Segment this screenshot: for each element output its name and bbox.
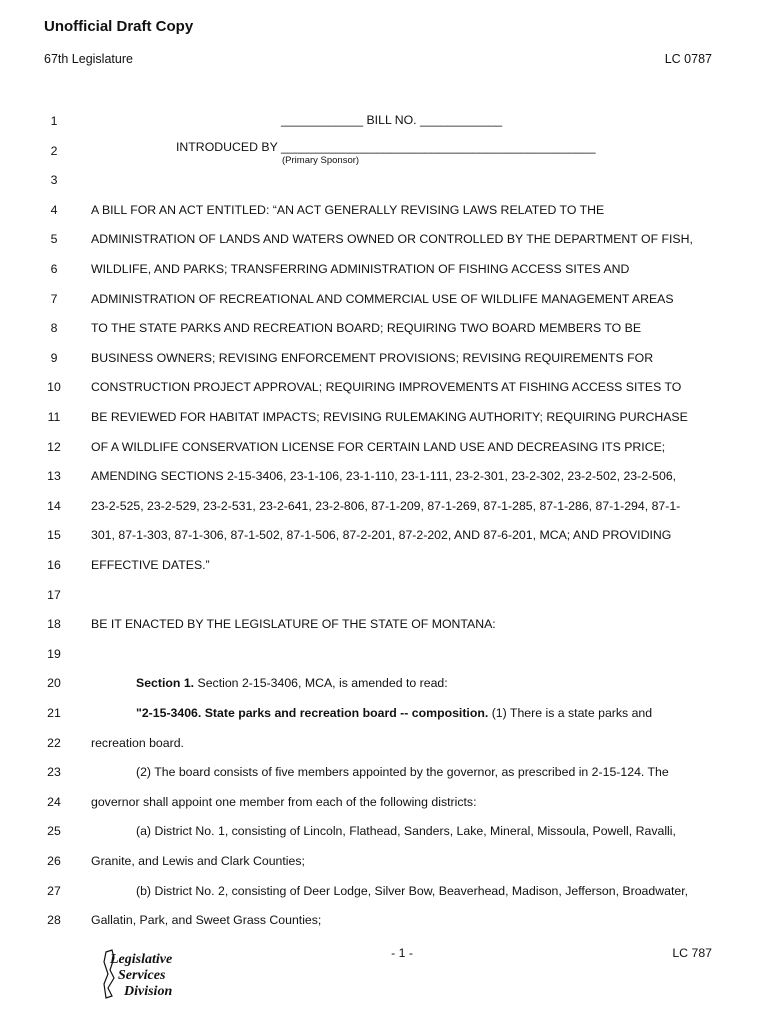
- line-body-text: CONSTRUCTION PROJECT APPROVAL; REQUIRING IMPROVEMENTS AT FISHING ACCESS SITES TO: [91, 380, 682, 395]
- line-text: [91, 200, 604, 220]
- line-number: 11: [47, 410, 61, 424]
- lc-number-header: LC 0787: [664, 52, 712, 66]
- line-body-text: (a) District No. 1, consisting of Lincoln, Flathead, Sanders, Lake, Mineral, Missoula, Powell, Ravalli,: [136, 824, 676, 839]
- line-number: 2: [50, 143, 58, 158]
- line-number: 24: [47, 794, 61, 809]
- bill-line: [0, 821, 770, 841]
- line-body-text: A BILL FOR AN ACT ENTITLED: “AN ACT GENERALLY REVISING LAWS RELATED TO THE: [91, 202, 605, 217]
- line-bold-text: "2-15-3406. State parks and recreation board -- composition.: [136, 706, 489, 720]
- line-body-text: BUSINESS OWNERS; REVISING ENFORCEMENT PROVISIONS; REVISING REQUIREMENTS FOR: [91, 350, 654, 365]
- line-number: 27: [47, 883, 61, 898]
- line-body-text: WILDLIFE, AND PARKS; TRANSFERRING ADMINISTRATION OF FISHING ACCESS SITES AND: [91, 262, 630, 276]
- line-body-text: EFFECTIVE DATES.”: [91, 558, 210, 572]
- line-number: 21: [47, 706, 61, 720]
- bill-line: [0, 407, 770, 427]
- line-number: 17: [47, 587, 61, 602]
- bill-line: [0, 170, 770, 190]
- bill-line: [0, 881, 770, 901]
- line-text: [136, 821, 676, 841]
- line-number: 19: [47, 646, 61, 661]
- bill-line: [0, 141, 770, 161]
- line-body-text: BE IT ENACTED BY THE LEGISLATURE OF THE STATE OF MONTANA:: [91, 617, 496, 632]
- line-body-text: AMENDING SECTIONS 2-15-3406, 23-1-106, 23-1-110, 23-1-111, 23-2-301, 23-2-302, 23-2-502, 23-2-506,: [91, 469, 677, 484]
- bill-line: [0, 792, 770, 812]
- bill-line: [0, 555, 770, 575]
- line-number: 7: [50, 291, 58, 306]
- line-body-text: recreation board.: [91, 735, 184, 750]
- line-text: [91, 733, 184, 753]
- logo-text-2: Services: [118, 968, 166, 983]
- line-text: [91, 851, 305, 871]
- line-number: 8: [50, 321, 58, 336]
- line-number: 16: [47, 558, 61, 572]
- line-body-text: TO THE STATE PARKS AND RECREATION BOARD; REQUIRING TWO BOARD MEMBERS TO BE: [91, 321, 642, 336]
- line-text: [136, 703, 652, 723]
- lc-number-footer: LC 787: [672, 946, 712, 960]
- line-number: 25: [47, 824, 61, 839]
- line-body-text: 23-2-525, 23-2-529, 23-2-531, 23-2-641, 23-2-806, 87-1-209, 87-1-269, 87-1-285, 87-1-286, 87-1-294, 87-1-: [91, 498, 681, 513]
- line-body-text: (b) District No. 2, consisting of Deer Lodge, Silver Bow, Beaverhead, Madison, Jefferson, Broadwater,: [136, 883, 689, 898]
- bill-line: [0, 851, 770, 871]
- bill-line: [0, 466, 770, 486]
- line-number: 12: [47, 439, 61, 454]
- line-body-text: Granite, and Lewis and Clark Counties;: [91, 854, 305, 868]
- bill-line: [0, 111, 770, 131]
- line-text: [91, 348, 653, 368]
- line-text: [91, 318, 641, 338]
- bill-line: [0, 259, 770, 279]
- line-body-text: Gallatin, Park, and Sweet Grass Counties;: [91, 913, 322, 928]
- logo-text-3: Division: [124, 984, 173, 999]
- line-body-text: governor shall appoint one member from each of the following districts:: [91, 794, 477, 809]
- line-number: 28: [47, 913, 61, 928]
- line-body-text: OF A WILDLIFE CONSERVATION LICENSE FOR CERTAIN LAND USE AND DECREASING ITS PRICE;: [91, 439, 666, 454]
- bill-line: [0, 200, 770, 220]
- line-body-text: BE REVIEWED FOR HABITAT IMPACTS; REVISING RULEMAKING AUTHORITY; REQUIRING PURCHASE: [91, 410, 688, 424]
- bill-line: [0, 289, 770, 309]
- bill-line: [0, 525, 770, 545]
- bill-line: [0, 318, 770, 338]
- line-number: 20: [47, 676, 61, 691]
- bill-line: [0, 644, 770, 664]
- line-text: [91, 525, 671, 545]
- line-text: [91, 259, 629, 279]
- line-text: [91, 910, 321, 930]
- line-text: [91, 289, 674, 309]
- line-number: 23: [47, 765, 61, 780]
- legislative-services-division-logo: [100, 948, 190, 1000]
- primary-sponsor-label: (Primary Sponsor): [282, 155, 360, 166]
- line-text: [136, 673, 448, 693]
- line-number: 9: [50, 350, 58, 365]
- line-body-text: ADMINISTRATION OF LANDS AND WATERS OWNED OR CONTROLLED BY THE DEPARTMENT OF FISH,: [91, 232, 693, 247]
- bill-line: [0, 437, 770, 457]
- line-number: 5: [50, 232, 58, 247]
- bill-line: [0, 585, 770, 605]
- line-number: 22: [47, 735, 61, 750]
- line-number: 1: [50, 114, 58, 128]
- bill-line: [0, 910, 770, 930]
- page-number: - 1 -: [391, 946, 413, 960]
- line-number: 4: [50, 202, 58, 217]
- line-number: 6: [50, 262, 58, 276]
- bill-line: [0, 348, 770, 368]
- line-text: [91, 229, 693, 249]
- line-text: [91, 466, 676, 486]
- bill-line: [0, 703, 770, 723]
- draft-title: Unofficial Draft Copy: [44, 18, 194, 35]
- line-text: [91, 407, 688, 427]
- line-text: [91, 437, 665, 457]
- logo-text-1: Legislative: [110, 952, 173, 967]
- line-text: [136, 881, 688, 901]
- bill-number-line: ____________ BILL NO. ____________: [281, 113, 503, 127]
- line-number: 10: [47, 380, 61, 395]
- line-body-text: ADMINISTRATION OF RECREATIONAL AND COMMERCIAL USE OF WILDLIFE MANAGEMENT AREAS: [91, 291, 674, 306]
- line-text: [91, 377, 681, 397]
- bill-line: [0, 496, 770, 516]
- line-bold-text: Section 1.: [136, 676, 195, 691]
- line-text: [91, 614, 496, 634]
- line-text: [91, 792, 477, 812]
- line-number: 13: [47, 469, 61, 484]
- line-body-text: (2) The board consists of five members appointed by the governor, as prescribed in 2-15-124. The: [136, 765, 669, 780]
- line-number: 14: [47, 498, 61, 513]
- line-body-text: 301, 87-1-303, 87-1-306, 87-1-502, 87-1-506, 87-2-201, 87-2-202, AND 87-6-201, MCA; AND PROVIDING: [91, 528, 672, 543]
- line-body-text: (1) There is a state parks and: [488, 706, 653, 720]
- line-body-text: Section 2-15-3406, MCA, is amended to read:: [194, 676, 448, 691]
- line-text: [91, 555, 210, 575]
- introduced-by-line: INTRODUCED BY ______________________________________________: [176, 140, 596, 154]
- line-text: [136, 762, 669, 782]
- line-number: 15: [47, 528, 61, 543]
- bill-line: [0, 229, 770, 249]
- line-number: 18: [47, 617, 61, 632]
- bill-line: [0, 673, 770, 693]
- line-text: [91, 496, 680, 516]
- bill-line: [0, 762, 770, 782]
- bill-line: [0, 733, 770, 753]
- bill-line: [0, 377, 770, 397]
- line-number: 26: [47, 854, 61, 868]
- line-number: 3: [50, 173, 58, 188]
- bill-line: [0, 614, 770, 634]
- legislature-label: 67th Legislature: [44, 52, 133, 66]
